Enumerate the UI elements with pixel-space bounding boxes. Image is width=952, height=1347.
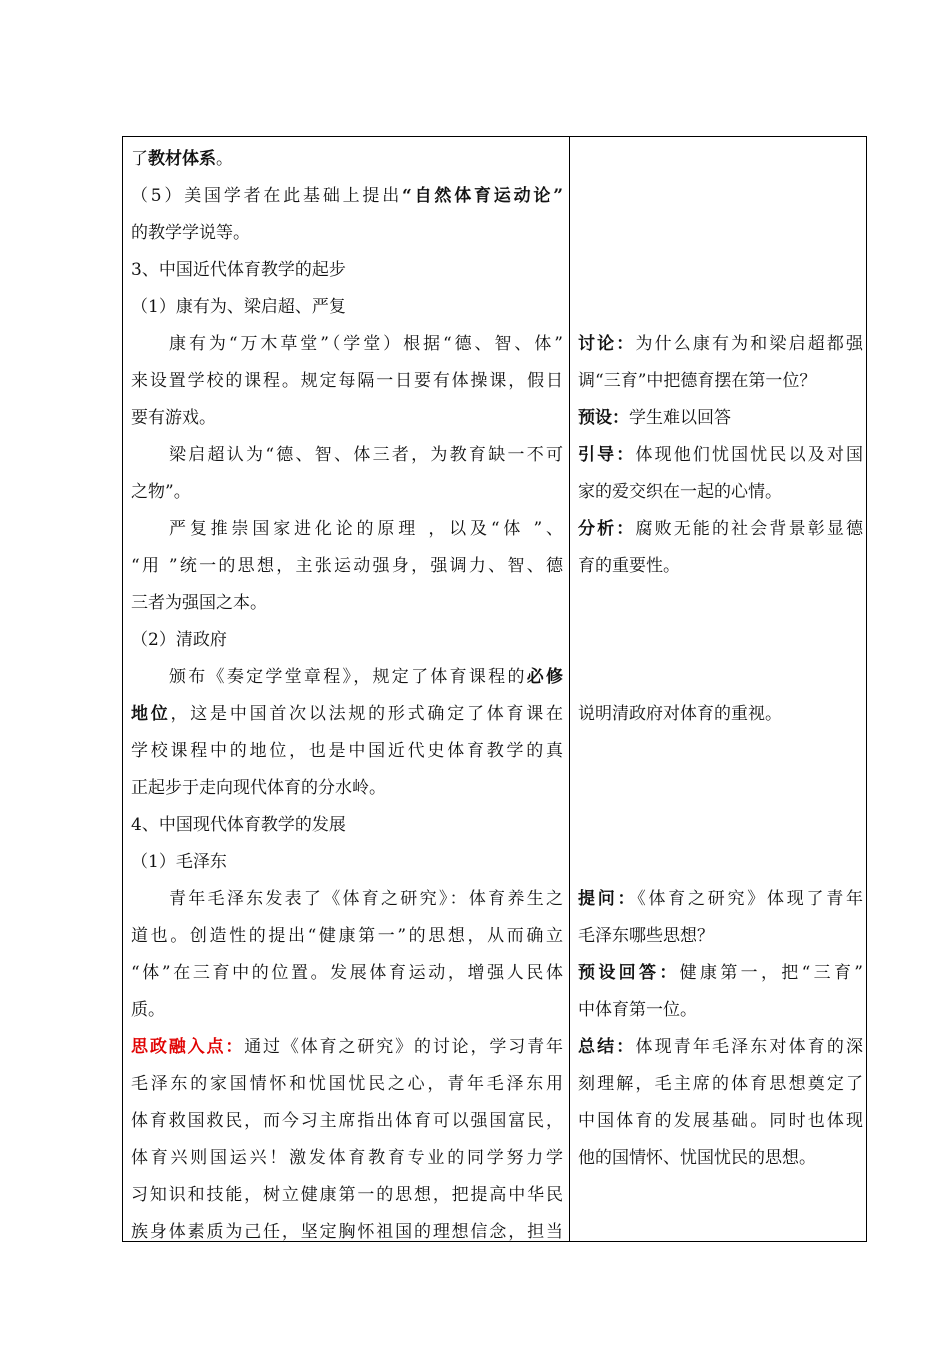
text-line: 学校课程中的地位，也是中国近代史体育教学的真 bbox=[131, 741, 563, 761]
text-line: “用 ”统一的思想，主张运动强身，强调力、智、德 bbox=[131, 556, 563, 576]
note-line: 预设：学生难以回答 bbox=[578, 408, 731, 428]
text-line: 来设置学校的课程。规定每隔一日要有体操课，假日 bbox=[131, 371, 563, 391]
note-line: 家的爱交织在一起的心情。 bbox=[578, 482, 782, 502]
text-line: 了教材体系。 bbox=[131, 149, 233, 169]
text-line: 要有游戏。 bbox=[131, 408, 216, 428]
note-line: 调“三育”中把德育摆在第一位？ bbox=[578, 371, 817, 391]
note-line: 他的国情怀、忧国忧民的思想。 bbox=[578, 1148, 816, 1168]
subsection-heading: （1）毛泽东 bbox=[131, 852, 227, 872]
text-line: 梁启超认为“德、智、体三者，为教育缺一不可 bbox=[169, 445, 563, 465]
note-line: 毛泽东哪些思想？ bbox=[578, 926, 714, 946]
text-line: 正起步于走向现代体育的分水岭。 bbox=[131, 778, 386, 798]
column-divider bbox=[569, 137, 570, 1241]
note-line: 引导：体现他们忧国忧民以及对国 bbox=[578, 445, 864, 465]
lesson-table bbox=[122, 136, 867, 1242]
text-line: “体”在三育中的位置。发展体育运动，增强人民体 bbox=[131, 963, 563, 983]
note-line: 育的重要性。 bbox=[578, 556, 680, 576]
text-line: 质。 bbox=[131, 1000, 165, 1020]
text-line: 思政融入点：通过《体育之研究》的讨论，学习青年 bbox=[131, 1037, 564, 1057]
text-line: 之物”。 bbox=[131, 482, 191, 502]
text-line: 体育救国救民，而今习主席指出体育可以强国富民， bbox=[131, 1111, 563, 1131]
note-line: 说明清政府对体育的重视。 bbox=[578, 704, 782, 724]
section-heading: 3、中国近代体育教学的起步 bbox=[131, 260, 346, 280]
note-line: 提问：《体育之研究》体现了青年 bbox=[578, 889, 863, 909]
text-line: 的教学学说等。 bbox=[131, 223, 250, 243]
text-line: 体育兴则国运兴！激发体育教育专业的同学努力学 bbox=[131, 1148, 563, 1168]
text-line: 青年毛泽东发表了《体育之研究》：体育养生之 bbox=[169, 889, 563, 909]
text-line: （5）美国学者在此基础上提出“自然体育运动论” bbox=[131, 186, 563, 206]
note-line: 总结：体现青年毛泽东对体育的深 bbox=[578, 1037, 864, 1057]
note-line: 预设回答：健康第一，把“三育” bbox=[578, 963, 864, 983]
note-line: 分析：腐败无能的社会背景彰显德 bbox=[578, 519, 864, 539]
note-line: 中国体育的发展基础。同时也体现 bbox=[578, 1111, 863, 1131]
text-line: 道也。创造性的提出“健康第一”的思想，从而确立 bbox=[131, 926, 563, 946]
text-line: 族身体素质为己任，坚定胸怀祖国的理想信念，担当 bbox=[131, 1222, 563, 1242]
subsection-heading: （2）清政府 bbox=[131, 630, 227, 650]
ideology-highlight: 思政融入点： bbox=[131, 1037, 245, 1057]
text-line: 康有为“万木草堂”（学堂）根据“德、智、体” bbox=[169, 334, 563, 354]
note-line: 刻理解，毛主席的体育思想奠定了 bbox=[578, 1074, 863, 1094]
text-line: 严复推崇国家进化论的原理 ，以及“体 ”、 bbox=[169, 519, 563, 539]
note-line: 中体育第一位。 bbox=[578, 1000, 697, 1020]
subsection-heading: （1）康有为、梁启超、严复 bbox=[131, 297, 346, 317]
text-line: 习知识和技能，树立健康第一的思想，把提高中华民 bbox=[131, 1185, 563, 1205]
section-heading: 4、中国现代体育教学的发展 bbox=[131, 815, 346, 835]
note-line: 讨论：为什么康有为和梁启超都强 bbox=[578, 334, 864, 354]
text-line: 三者为强国之本。 bbox=[131, 593, 267, 613]
text-line: 毛泽东的家国情怀和忧国忧民之心，青年毛泽东用 bbox=[131, 1074, 563, 1094]
text-line: 颁布《奏定学堂章程》，规定了体育课程的必修 bbox=[169, 667, 564, 687]
text-line: 地位，这是中国首次以法规的形式确定了体育课在 bbox=[131, 704, 564, 724]
